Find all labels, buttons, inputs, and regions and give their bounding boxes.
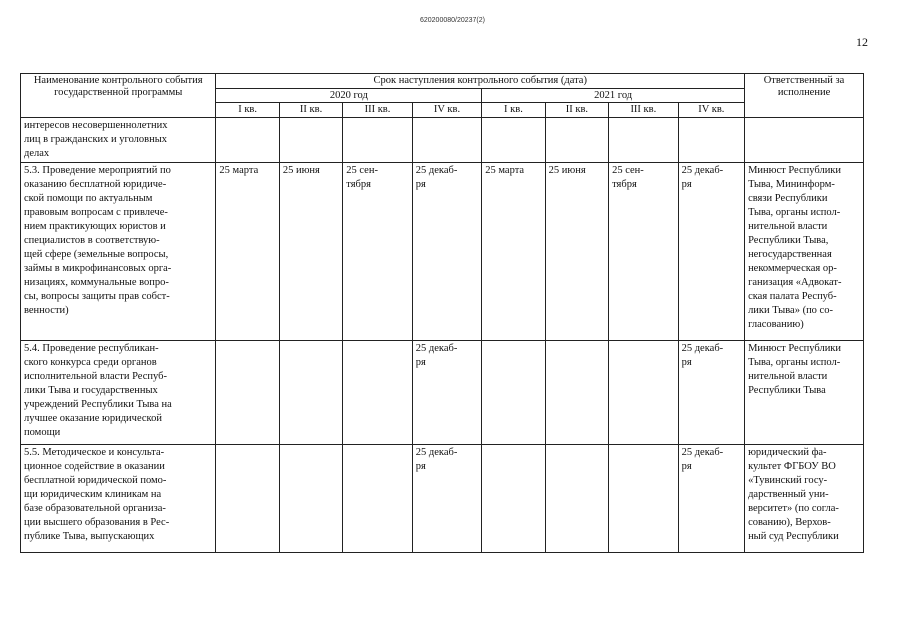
quarter-cell [279, 118, 342, 163]
quarter-cell: 25 декаб- ря [678, 163, 744, 341]
table-row [21, 445, 864, 553]
quarter-cell [609, 341, 678, 445]
quarter-cell: 25 марта [482, 163, 545, 341]
header-responsible: Ответственный за исполнение [745, 74, 864, 118]
responsible-cell: Минюст Республики Тыва, Мининформ- связи Республики Тыва, органы испол- нительной власти Республики Тыва, негосударственная некоммерческая ор- ганизация «Адвокат- ская палата Респуб- лики Тыва» (по со- гласованию) [745, 163, 864, 341]
header-quarter: I кв. [482, 103, 545, 118]
responsible-cell: Минюст Республики Тыва, органы испол- нительной власти Республики Тыва [745, 341, 864, 445]
quarter-cell [609, 445, 678, 553]
page-number: 12 [856, 35, 868, 49]
header-year-2020: 2020 год [216, 88, 482, 103]
quarter-cell [609, 118, 678, 163]
header-quarter: IV кв. [412, 103, 481, 118]
header-quarter: III кв. [609, 103, 678, 118]
quarter-cell [545, 445, 608, 553]
quarter-cell [545, 341, 608, 445]
quarter-cell [678, 118, 744, 163]
control-events-table [20, 73, 864, 553]
event-name-cell: 5.3. Проведение мероприятий по оказанию бесплатной юридиче- ской помощи по актуальным правовым вопросам с привлече- нием практикующих юристов и специалистов в соответствую- щей сфере (земельные вопросы, займы в микрофинансовых орга- низациях, коммунальные вопро- сы, вопросы защиты прав собст- венности) [21, 163, 216, 341]
quarter-cell: 25 июня [279, 163, 342, 341]
quarter-cell: 25 марта [216, 163, 279, 341]
quarter-cell: 25 декаб- ря [678, 445, 744, 553]
header-term: Срок наступления контрольного события (дата) [216, 74, 745, 89]
header-quarter: II кв. [545, 103, 608, 118]
quarter-cell [545, 118, 608, 163]
event-name-cell: интересов несовершеннолетних лиц в гражданских и уголовных делах [21, 118, 216, 163]
quarter-cell: 25 декаб- ря [412, 163, 481, 341]
table-row [21, 163, 864, 341]
quarter-cell: 25 сен- тября [609, 163, 678, 341]
quarter-cell [412, 118, 481, 163]
quarter-cell [482, 341, 545, 445]
table-row [21, 118, 864, 163]
quarter-cell: 25 июня [545, 163, 608, 341]
quarter-cell [343, 445, 412, 553]
header-year-2021: 2021 год [482, 88, 745, 103]
quarter-cell: 25 декаб- ря [412, 445, 481, 553]
quarter-cell [216, 341, 279, 445]
quarter-cell: 25 декаб- ря [678, 341, 744, 445]
table-row [21, 341, 864, 445]
quarter-cell [482, 445, 545, 553]
event-name-cell: 5.4. Проведение республикан- ского конкурса среди органов исполнительной власти Респуб- лики Тыва и государственных учреждений Республики Тыва на лучшее оказание юридической помощи [21, 341, 216, 445]
document-code: 620200080/20237(2) [419, 17, 485, 24]
quarter-cell [216, 445, 279, 553]
header-quarter: III кв. [343, 103, 412, 118]
responsible-cell [745, 118, 864, 163]
header-quarter: IV кв. [678, 103, 744, 118]
quarter-cell [343, 118, 412, 163]
quarter-cell [279, 445, 342, 553]
header-quarter: I кв. [216, 103, 279, 118]
quarter-cell: 25 сен- тября [343, 163, 412, 341]
quarter-cell: 25 декаб- ря [412, 341, 481, 445]
quarter-cell [216, 118, 279, 163]
quarter-cell [279, 341, 342, 445]
quarter-cell [482, 118, 545, 163]
header-event-name: Наименование контрольного события государственной программы [21, 74, 216, 118]
header-quarter: II кв. [279, 103, 342, 118]
responsible-cell: юридический фа- культет ФГБОУ ВО «Тувинский госу- дарственный уни- верситет» (по согла- сованию), Верхов- ный суд Республики [745, 445, 864, 553]
quarter-cell [343, 341, 412, 445]
event-name-cell: 5.5. Методическое и консульта- ционное содействие в оказании бесплатной юридической помо- щи юридическим клиникам на базе образовательной организа- ции высшего образования в Рес- публике Тыва, выпускающих [21, 445, 216, 553]
